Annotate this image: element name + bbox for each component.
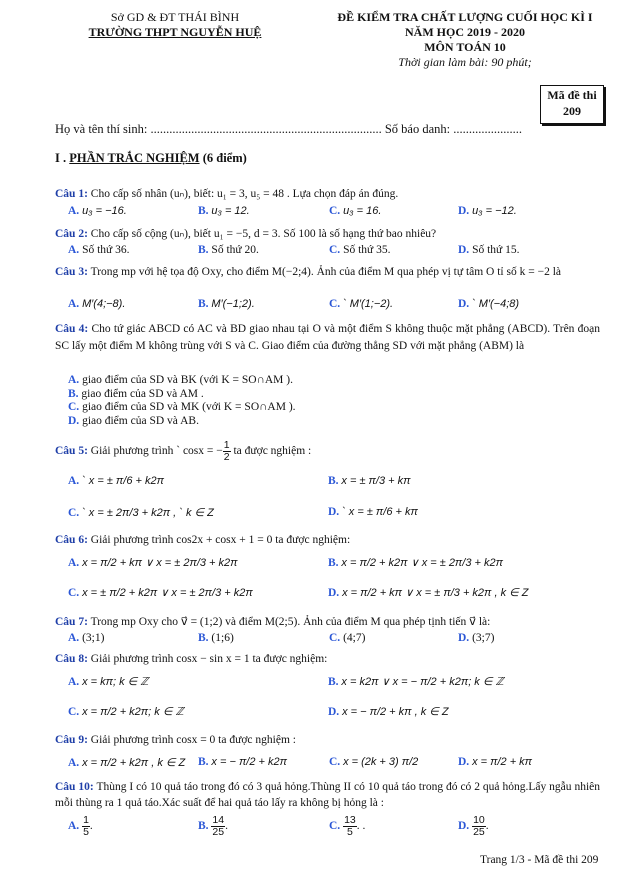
option-letter: D. [458, 244, 470, 256]
student-name-field: Họ và tên thí sinh: .......................................................................... [55, 122, 382, 136]
option-d[interactable] [458, 815, 489, 838]
option-b[interactable] [198, 244, 259, 256]
fraction [211, 815, 225, 838]
option-text: x = ± π/3 + kπ [341, 475, 411, 487]
option-letter: B. [198, 298, 209, 310]
question-label: Câu 9: [55, 734, 88, 746]
denominator: 5 [83, 826, 89, 838]
question-2-options [68, 244, 608, 260]
option-text: x = k2π ∨ x = − π/2 + k2π; k ∈ ℤ [341, 676, 504, 688]
option-text: (3;1) [82, 632, 105, 644]
exam-code-value: 209 [563, 104, 581, 118]
header-left [60, 10, 290, 40]
question-7 [55, 614, 600, 630]
question-text: Giải phương trình ` cosx = − [90, 445, 223, 458]
option-c[interactable] [329, 244, 391, 256]
section-numeral: I . [55, 151, 67, 165]
question-text: Cho cấp số nhân (uₙ), biết: u₁ = 3, u₅ = 48 . Lựa chọn đáp án đúng. [90, 188, 399, 200]
option-letter: D. [458, 205, 470, 217]
option-letter: D. [328, 587, 340, 599]
question-label: Câu 7: [55, 616, 88, 628]
option-letter: A. [68, 820, 80, 833]
option-a[interactable] [68, 675, 148, 688]
option-a[interactable] [68, 205, 127, 217]
numerator: 1 [83, 814, 89, 826]
option-letter: C. [329, 205, 341, 217]
option-letter: A. [68, 374, 80, 386]
option-text: x = − π/2 + k2π [211, 756, 288, 768]
option-text: u₃ = −12. [472, 205, 517, 217]
option-text: Số thứ 36. [82, 244, 130, 256]
exam-title: ĐỀ KIỂM TRA CHẤT LƯỢNG CUỐI HỌC KÌ I [337, 10, 593, 24]
option-letter: C. [68, 507, 80, 519]
option-d[interactable] [328, 506, 418, 518]
option-text: x = π/2 + k2π , k ∈ Z [82, 757, 186, 769]
option-letter: D. [68, 414, 80, 427]
exam-code-box [540, 85, 604, 124]
option-letter: C. [68, 587, 80, 599]
option-letter: D. [328, 506, 340, 518]
section-heading [55, 151, 247, 166]
page-footer: Trang 1/3 - Mã đề thi 209 [480, 854, 599, 866]
option-text: x = π/2 + k2π; k ∈ ℤ [82, 706, 184, 718]
option-text: giao điểm của SD và BK (với K = SO∩AM ). [82, 374, 293, 386]
option-b[interactable] [68, 388, 588, 402]
option-b[interactable] [328, 675, 504, 688]
suffix: . [485, 820, 489, 833]
option-letter: C. [329, 298, 341, 310]
option-text: x = π/2 + kπ ∨ x = ± π/3 + k2π , k ∈ Z [342, 587, 529, 599]
option-b[interactable] [198, 756, 287, 768]
option-a[interactable] [68, 632, 104, 644]
option-text: M′(−1;2). [211, 298, 255, 310]
option-text: Số thứ 20. [211, 244, 259, 256]
option-letter: C. [68, 401, 80, 413]
option-d[interactable] [328, 586, 529, 599]
denominator: 2 [223, 451, 230, 463]
question-6-options-row1 [68, 556, 608, 572]
denominator: 25 [473, 826, 485, 838]
option-c[interactable] [329, 205, 381, 217]
question-8 [55, 651, 600, 667]
option-letter: D. [458, 756, 470, 768]
option-letter: A. [68, 298, 80, 310]
option-b[interactable] [198, 298, 255, 310]
fraction [472, 815, 486, 838]
option-letter: B. [328, 676, 339, 688]
option-letter: C. [329, 244, 341, 256]
option-letter: A. [68, 205, 80, 217]
school-year: NĂM HỌC 2019 - 2020 [405, 25, 525, 39]
option-a[interactable] [68, 298, 125, 310]
question-3-options [68, 298, 608, 314]
option-text: ` x = ± π/6 + k2π [82, 475, 164, 487]
question-text: Trong mp với hệ tọa độ Oxy, cho điểm M(−2;4). Ảnh của điểm M qua phép vị tự tâm O tỉ số k = −2 là [90, 266, 561, 278]
question-label: Câu 1: [55, 188, 88, 200]
question-8-options-row1 [68, 675, 608, 691]
option-letter: B. [198, 244, 209, 256]
header-right [320, 10, 610, 70]
question-text: Trong mp Oxy cho v⃗ = (1;2) và điểm M(2;5). Ảnh của điểm M qua phép tịnh tiến v⃗ là: [90, 616, 491, 628]
subject: MÔN TOÁN 10 [424, 40, 506, 54]
question-5 [55, 440, 600, 463]
option-letter: B. [198, 205, 209, 217]
question-label: Câu 3: [55, 266, 88, 278]
option-d[interactable] [328, 705, 449, 718]
option-b[interactable] [328, 556, 503, 569]
option-text: Số thứ 15. [472, 244, 520, 256]
section-points: (6 điểm) [202, 151, 247, 165]
option-letter: C. [68, 706, 80, 718]
student-info-line [55, 122, 522, 137]
option-b[interactable] [328, 475, 411, 487]
question-label: Câu 5: [55, 445, 88, 458]
question-text: Giải phương trình cos2x + cosx + 1 = 0 ta được nghiệm: [90, 534, 351, 546]
question-6 [55, 532, 600, 548]
option-text: ` x = ± 2π/3 + k2π , ` k ∈ Z [82, 507, 214, 519]
option-text: x = ± π/2 + k2π ∨ x = ± 2π/3 + k2π [82, 587, 253, 599]
option-a[interactable] [68, 244, 130, 256]
question-text: Cho cấp số cộng (uₙ), biết u₁ = −5, d = 3. Số 100 là số hạng thứ bao nhiêu? [90, 228, 437, 240]
option-letter: D. [458, 632, 470, 644]
option-d[interactable] [458, 632, 494, 644]
numerator: 13 [344, 814, 356, 826]
option-text: giao điểm của SD và MK (với K = SO∩AM ). [82, 401, 296, 413]
option-text: ` x = ± π/6 + kπ [342, 506, 418, 518]
option-text: x = kπ; k ∈ ℤ [82, 676, 149, 688]
option-letter: B. [198, 632, 209, 644]
question-text: Cho tứ giác ABCD có AC và BD giao nhau tại O và một điểm S không thuộc mặt phẳng (ABCD). Trên đoạn SC lấy một điểm M không trùng với S và C. Giao điểm của đường thẳng SD với mặt phẳng (ABM) là [55, 323, 601, 352]
suffix: . [89, 820, 93, 833]
option-c[interactable] [329, 632, 365, 644]
option-d[interactable] [458, 205, 517, 217]
option-text: u₃ = 12. [211, 205, 250, 217]
option-text: x = π/2 + kπ ∨ x = ± 2π/3 + k2π [82, 557, 238, 569]
option-text: ` M′(1;−2). [343, 298, 394, 310]
option-c[interactable] [68, 506, 214, 519]
option-letter: C. [329, 756, 341, 768]
question-text: Thùng I có 10 quả táo trong đó có 3 quả hỏng.Thùng II có 10 quả táo trong đó có 2 quả hỏng.Lấy ngẫu nhiên mỗi thùng ra 1 quả táo.Xác suất để hai quả táo lấy ra không bị hỏng là : [55, 781, 600, 809]
option-text: x = π/2 + k2π ∨ x = ± 2π/3 + k2π [341, 557, 504, 569]
question-10 [55, 779, 600, 811]
option-b[interactable] [198, 815, 228, 838]
question-9 [55, 732, 600, 748]
question-3 [55, 264, 600, 280]
option-d[interactable] [458, 244, 520, 256]
question-text: Giải phương trình cosx − sin x = 1 ta được nghiệm: [90, 653, 328, 665]
option-a[interactable] [68, 815, 93, 838]
option-text: u₃ = −16. [82, 205, 127, 217]
option-letter: B. [328, 557, 339, 569]
option-c[interactable] [329, 815, 365, 838]
question-1-options [68, 205, 608, 221]
numerator: 14 [212, 814, 225, 826]
option-text: x = π/2 + kπ [472, 756, 533, 768]
option-letter: B. [198, 756, 209, 768]
option-letter: C. [329, 820, 341, 833]
option-d[interactable] [68, 415, 588, 429]
option-d[interactable] [458, 298, 519, 310]
suffix: . . [356, 820, 366, 833]
question-5-options-row2 [68, 506, 608, 522]
option-letter: A. [68, 475, 80, 487]
option-letter: B. [198, 820, 209, 833]
option-letter: D. [328, 706, 340, 718]
option-text: Số thứ 35. [343, 244, 391, 256]
numerator: 10 [473, 814, 485, 826]
question-text-end: ta được nghiệm : [230, 445, 312, 458]
denominator: 5 [346, 826, 353, 838]
option-letter: B. [328, 475, 339, 487]
option-a[interactable] [68, 756, 185, 769]
question-label: Câu 6: [55, 534, 88, 546]
option-text: (1;6) [211, 632, 234, 644]
option-a[interactable] [68, 374, 588, 388]
option-letter: C. [329, 632, 341, 644]
option-b[interactable] [198, 205, 250, 217]
department-name: Sở GD & ĐT THÁI BÌNH [110, 10, 240, 24]
option-text: u₃ = 16. [343, 205, 382, 217]
question-label: Câu 10: [55, 781, 94, 793]
denominator: 25 [212, 826, 225, 838]
option-letter: D. [458, 298, 470, 310]
option-c[interactable] [329, 756, 418, 768]
option-letter: B. [68, 387, 79, 400]
fraction [223, 440, 231, 463]
question-label: Câu 4: [55, 323, 89, 335]
option-d[interactable] [458, 756, 532, 768]
option-c[interactable] [68, 705, 184, 718]
student-id-field: Số báo danh: ...................... [384, 122, 523, 136]
option-text: giao điểm của SD và AB. [82, 414, 199, 427]
question-5-options-row1 [68, 475, 608, 491]
question-label: Câu 8: [55, 653, 88, 665]
option-letter: A. [68, 244, 80, 256]
fraction [82, 815, 90, 838]
option-a[interactable] [68, 556, 238, 569]
option-letter: A. [68, 557, 80, 569]
option-text: x = (2k + 3) π/2 [343, 756, 419, 768]
option-text: ` M′(−4;8) [472, 298, 520, 310]
option-c[interactable] [68, 586, 253, 599]
school-name: TRƯỜNG THPT NGUYỄN HUỆ [88, 25, 262, 39]
option-text: (3;7) [472, 632, 495, 644]
option-text: M′(4;−8). [82, 298, 126, 310]
question-10-options [68, 815, 608, 843]
exam-time: Thời gian làm bài: 90 phút; [398, 55, 532, 69]
question-1 [55, 186, 600, 202]
question-6-options-row2 [68, 586, 608, 602]
option-b[interactable] [198, 632, 234, 644]
question-4 [55, 321, 600, 355]
option-c[interactable] [329, 298, 393, 310]
question-7-options [68, 632, 608, 648]
fraction [343, 815, 357, 838]
option-letter: A. [68, 757, 80, 769]
option-letter: A. [68, 676, 80, 688]
option-text: x = − π/2 + kπ , k ∈ Z [342, 706, 449, 718]
section-title: PHẦN TRẮC NGHIỆM [69, 151, 200, 165]
question-text: Giải phương trình cosx = 0 ta được nghiệm : [90, 734, 296, 746]
option-letter: A. [68, 632, 80, 644]
suffix: . [225, 820, 228, 833]
question-label: Câu 2: [55, 228, 88, 240]
option-text: giao điểm của SD và AM . [81, 387, 204, 400]
exam-code-label: Mã đề thi [547, 88, 597, 102]
question-2 [55, 226, 600, 242]
option-letter: D. [458, 820, 470, 833]
question-9-options [68, 756, 608, 772]
option-text: (4;7) [343, 632, 366, 644]
numerator: 1 [223, 439, 230, 451]
question-8-options-row2 [68, 705, 608, 721]
option-c[interactable] [68, 401, 588, 415]
question-4-options [68, 374, 588, 428]
option-a[interactable] [68, 475, 164, 487]
